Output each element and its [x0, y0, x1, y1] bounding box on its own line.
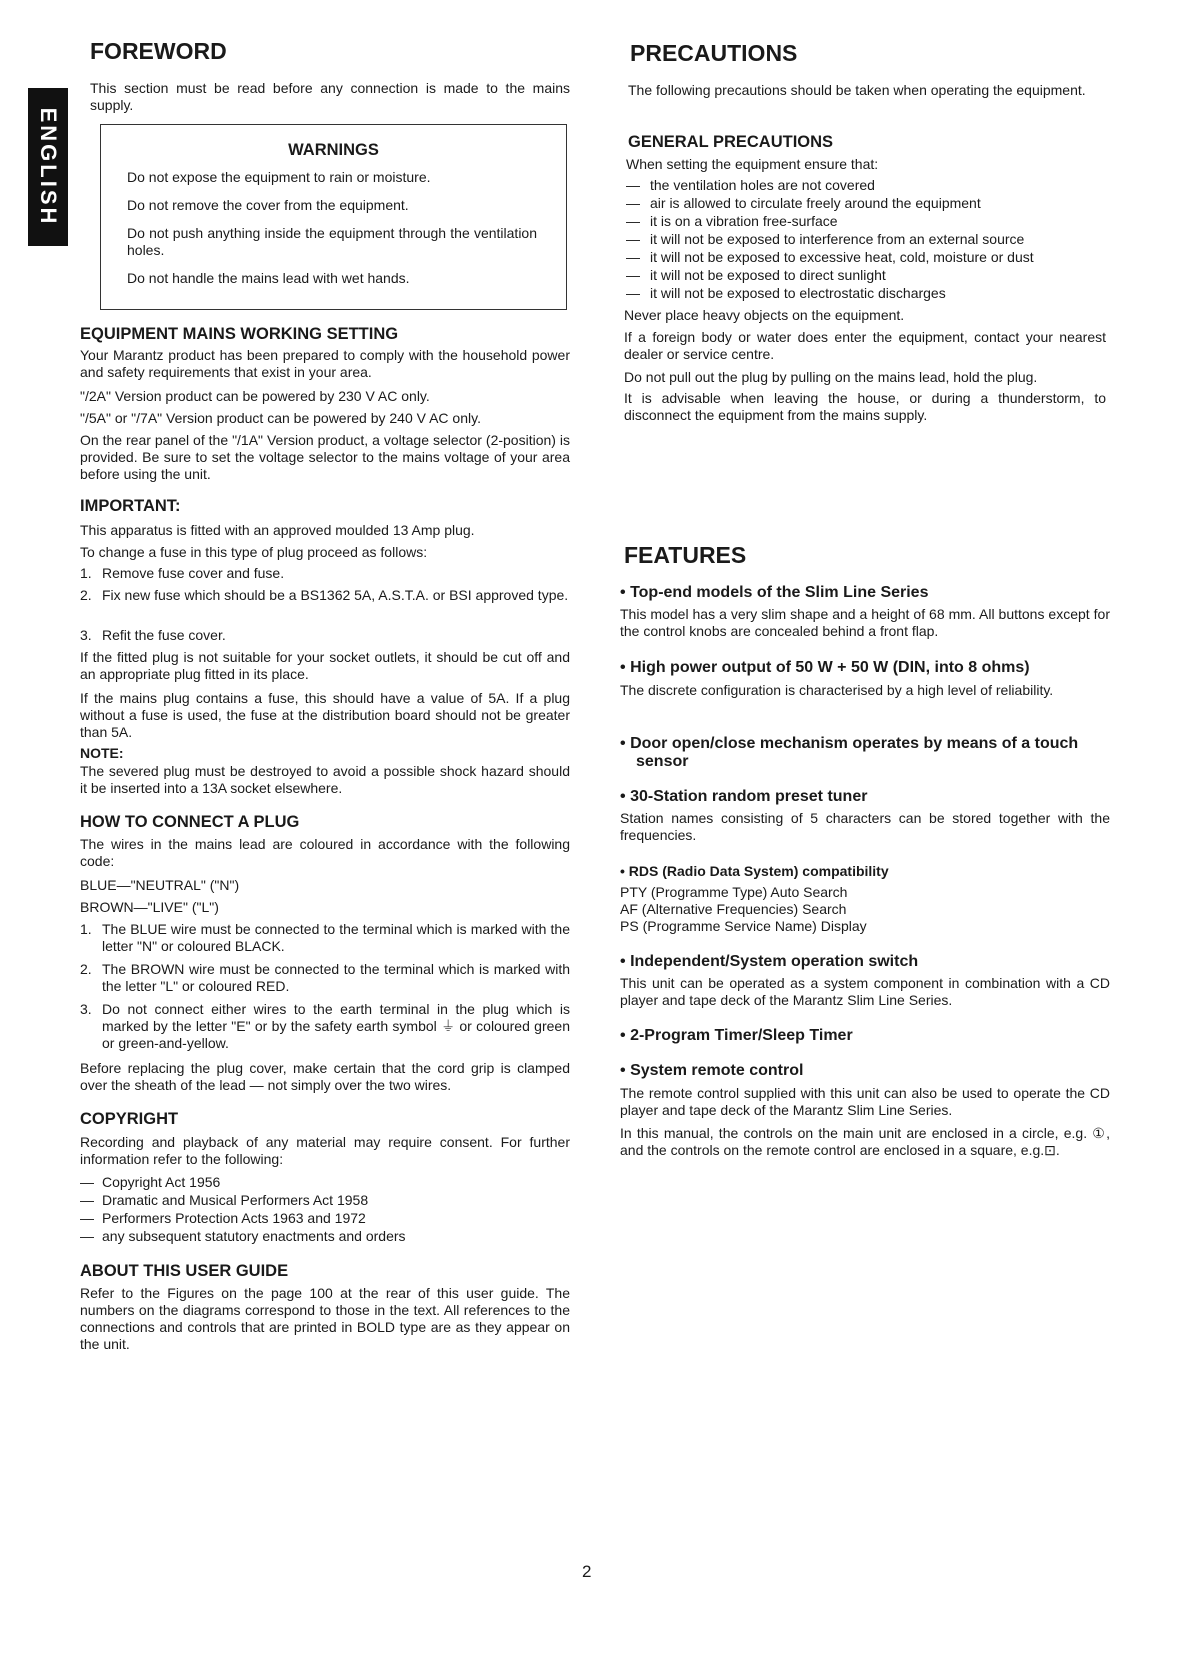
list-text: air is allowed to circulate freely around the equipment	[650, 195, 981, 211]
feature-title-text: Top-end models of the Slim Line Series	[630, 584, 929, 601]
feature-title	[620, 735, 1116, 771]
feature-title-text: 2-Program Timer/Sleep Timer	[630, 1027, 853, 1044]
foreword-title: FOREWORD	[90, 38, 227, 64]
feature-title	[620, 659, 1110, 677]
plug-brown: BROWN—"LIVE" ("L")	[80, 899, 219, 915]
bullet: •	[620, 735, 626, 752]
foreword-intro: This section must be read before any connection is made to the mains supply.	[90, 80, 570, 113]
bullet: •	[620, 788, 626, 805]
list-item	[80, 1228, 570, 1245]
list-item	[80, 961, 570, 995]
list-item	[626, 213, 1106, 230]
list-item	[80, 1210, 570, 1227]
feature-text: This model has a very slim shape and a height of 68 mm. All buttons except for the control knobs are concealed behind a front flap.	[620, 606, 1110, 639]
list-number: 2.	[80, 961, 92, 977]
plug-p2: Before replacing the plug cover, make certain that the cord grip is clamped over the sheath of the lead — not simply over the two wires.	[80, 1060, 570, 1093]
general-precautions-title: GENERAL PRECAUTIONS	[628, 133, 834, 151]
list-text: Do not connect either wires to the earth terminal in the plug which is marked by the letter "E" or by the safety earth symbol ⏚ or coloured green or green-and-yellow.	[102, 1001, 570, 1051]
bullet: •	[620, 584, 626, 601]
precautions-p3: Do not pull out the plug by pulling on the mains lead, hold the plug.	[624, 369, 1038, 385]
list-dash: —	[626, 213, 640, 229]
feature-title-text: RDS (Radio Data System) compatibility	[628, 863, 889, 879]
important-p4: If the mains plug contains a fuse, this should have a value of 5A. If a plug without a fuse is used, the fuse at the distribution board should not be greater than 5A.	[80, 690, 570, 740]
list-number: 1.	[80, 921, 92, 937]
feature-title	[620, 584, 1110, 602]
copyright-p1: Recording and playback of any material may require consent. For further information refer to the following:	[80, 1134, 570, 1167]
list-dash: —	[626, 267, 640, 283]
list-text: Refit the fuse cover.	[102, 627, 226, 643]
feature-text: PS (Programme Service Name) Display	[620, 918, 867, 934]
list-dash: —	[626, 285, 640, 301]
list-item	[80, 1192, 570, 1209]
list-text: it will not be exposed to direct sunlight	[650, 267, 886, 283]
list-text: it will not be exposed to interference from an external source	[650, 231, 1025, 247]
list-text: it is on a vibration free-surface	[650, 213, 838, 229]
feature-text: Station names consisting of 5 characters can be stored together with the frequencies.	[620, 810, 1110, 843]
list-number: 1.	[80, 565, 92, 581]
feature-title	[620, 1027, 1110, 1045]
list-dash: —	[626, 249, 640, 265]
list-item	[80, 627, 570, 644]
list-dash: —	[80, 1174, 94, 1190]
list-text: Remove fuse cover and fuse.	[102, 565, 285, 581]
list-dash: —	[80, 1210, 94, 1226]
list-item	[626, 231, 1106, 248]
warning-item: Do not expose the equipment to rain or moisture.	[127, 169, 431, 185]
list-item	[626, 285, 1106, 302]
list-text: Fix new fuse which should be a BS1362 5A, A.S.T.A. or BSI approved type.	[102, 587, 569, 603]
list-number: 3.	[80, 627, 92, 643]
feature-title	[620, 788, 1110, 806]
precautions-intro: The following precautions should be taken when operating the equipment.	[628, 82, 1086, 98]
important-p1: This apparatus is fitted with an approved moulded 13 Amp plug.	[80, 522, 475, 538]
bullet: •	[620, 1062, 626, 1079]
bullet: •	[620, 863, 625, 879]
guide-p1: Refer to the Figures on the page 100 at the rear of this user guide. The numbers on the diagrams correspond to those in the text. All references to the connections and controls that are printed in BOLD type are as they appear on the unit.	[80, 1285, 570, 1352]
bullet: •	[620, 1027, 626, 1044]
list-text: The BROWN wire must be connected to the terminal which is marked with the letter "L" or coloured RED.	[102, 961, 570, 994]
feature-text: AF (Alternative Frequencies) Search	[620, 901, 847, 917]
plug-p1: The wires in the mains lead are coloured in accordance with the following code:	[80, 836, 570, 869]
warnings-box	[100, 124, 567, 310]
feature-title-text: 30-Station random preset tuner	[630, 788, 868, 805]
list-number: 2.	[80, 587, 92, 603]
page-number: 2	[582, 1562, 592, 1581]
mains-p3: "/5A" or "/7A" Version product can be powered by 240 V AC only.	[80, 410, 481, 426]
language-tab-label: ENGLISH	[36, 107, 61, 227]
list-item	[626, 267, 1106, 284]
list-item	[626, 249, 1106, 266]
feature-text: This unit can be operated as a system component in combination with a CD player and tape deck of the Marantz Slim Line Series.	[620, 975, 1110, 1008]
copyright-title: COPYRIGHT	[80, 1110, 179, 1128]
feature-text: In this manual, the controls on the main unit are enclosed in a circle, e.g. ①, and the controls on the remote control are enclosed in a square, e.g.⊡.	[620, 1125, 1110, 1158]
list-item	[626, 195, 1106, 212]
list-item	[626, 177, 1106, 194]
important-title: IMPORTANT:	[80, 497, 181, 515]
bullet: •	[620, 953, 626, 970]
mains-p2: "/2A" Version product can be powered by 230 V AC only.	[80, 388, 430, 404]
list-dash: —	[626, 231, 640, 247]
precautions-p2: If a foreign body or water does enter the equipment, contact your nearest dealer or service centre.	[624, 329, 1106, 362]
list-dash: —	[626, 177, 640, 193]
list-text: Dramatic and Musical Performers Act 1958	[102, 1192, 369, 1208]
list-dash: —	[80, 1228, 94, 1244]
precautions-p1: Never place heavy objects on the equipment.	[624, 307, 905, 323]
mains-p4: On the rear panel of the "/1A" Version product, a voltage selector (2-position) is provided. Be sure to set the voltage selector to the mains voltage of your area before using the unit.	[80, 432, 570, 482]
list-text: it will not be exposed to excessive heat, cold, moisture or dust	[650, 249, 1034, 265]
language-tab	[28, 88, 68, 246]
feature-text: PTY (Programme Type) Auto Search	[620, 884, 848, 900]
plug-blue: BLUE—"NEUTRAL" ("N")	[80, 877, 240, 893]
list-item	[80, 587, 570, 604]
feature-text: The remote control supplied with this unit can also be used to operate the CD player and tape deck of the Marantz Slim Line Series.	[620, 1085, 1110, 1118]
list-number: 3.	[80, 1001, 92, 1017]
list-text: it will not be exposed to electrostatic discharges	[650, 285, 946, 301]
note-text: The severed plug must be destroyed to avoid a possible shock hazard should it be inserted into a 13A socket elsewhere.	[80, 763, 570, 796]
list-text: the ventilation holes are not covered	[650, 177, 875, 193]
important-p3: If the fitted plug is not suitable for your socket outlets, it should be cut off and an appropriate plug fitted in its place.	[80, 649, 570, 682]
warning-item: Do not remove the cover from the equipment.	[127, 197, 409, 213]
feature-title-text: Door open/close mechanism operates by means of a touch sensor	[630, 735, 1079, 770]
important-p2: To change a fuse in this type of plug proceed as follows:	[80, 544, 428, 560]
precautions-lead: When setting the equipment ensure that:	[626, 156, 879, 172]
list-item	[80, 1174, 570, 1191]
feature-title	[620, 862, 1110, 880]
feature-title-text: System remote control	[630, 1062, 804, 1079]
plug-title: HOW TO CONNECT A PLUG	[80, 813, 300, 831]
list-text: The BLUE wire must be connected to the terminal which is marked with the letter "N" or coloured BLACK.	[102, 921, 570, 954]
warning-item: Do not push anything inside the equipment through the ventilation holes.	[127, 225, 537, 258]
feature-title-text: Independent/System operation switch	[630, 953, 919, 970]
list-item	[80, 565, 570, 582]
warnings-title: WARNINGS	[288, 141, 379, 159]
mains-title: EQUIPMENT MAINS WORKING SETTING	[80, 325, 399, 343]
precautions-title: PRECAUTIONS	[630, 40, 798, 66]
guide-title: ABOUT THIS USER GUIDE	[80, 1262, 289, 1280]
list-dash: —	[80, 1192, 94, 1208]
precautions-p4: It is advisable when leaving the house, or during a thunderstorm, to disconnect the equipment from the mains supply.	[624, 390, 1106, 423]
list-item	[80, 921, 570, 955]
features-title: FEATURES	[624, 542, 747, 568]
feature-title	[620, 1062, 1110, 1080]
bullet: •	[620, 659, 626, 676]
feature-title-text: High power output of 50 W + 50 W (DIN, into 8 ohms)	[630, 659, 1030, 676]
list-text: Copyright Act 1956	[102, 1174, 221, 1190]
feature-text: The discrete configuration is characterised by a high level of reliability.	[620, 682, 1054, 698]
mains-p1: Your Marantz product has been prepared to comply with the household power and safety requirements that exist in your area.	[80, 347, 570, 380]
list-text: any subsequent statutory enactments and orders	[102, 1228, 406, 1244]
feature-title	[620, 953, 1110, 971]
list-text: Performers Protection Acts 1963 and 1972	[102, 1210, 366, 1226]
warning-item: Do not handle the mains lead with wet hands.	[127, 270, 410, 286]
list-dash: —	[626, 195, 640, 211]
list-item	[80, 1001, 570, 1052]
note-title: NOTE:	[80, 745, 124, 761]
